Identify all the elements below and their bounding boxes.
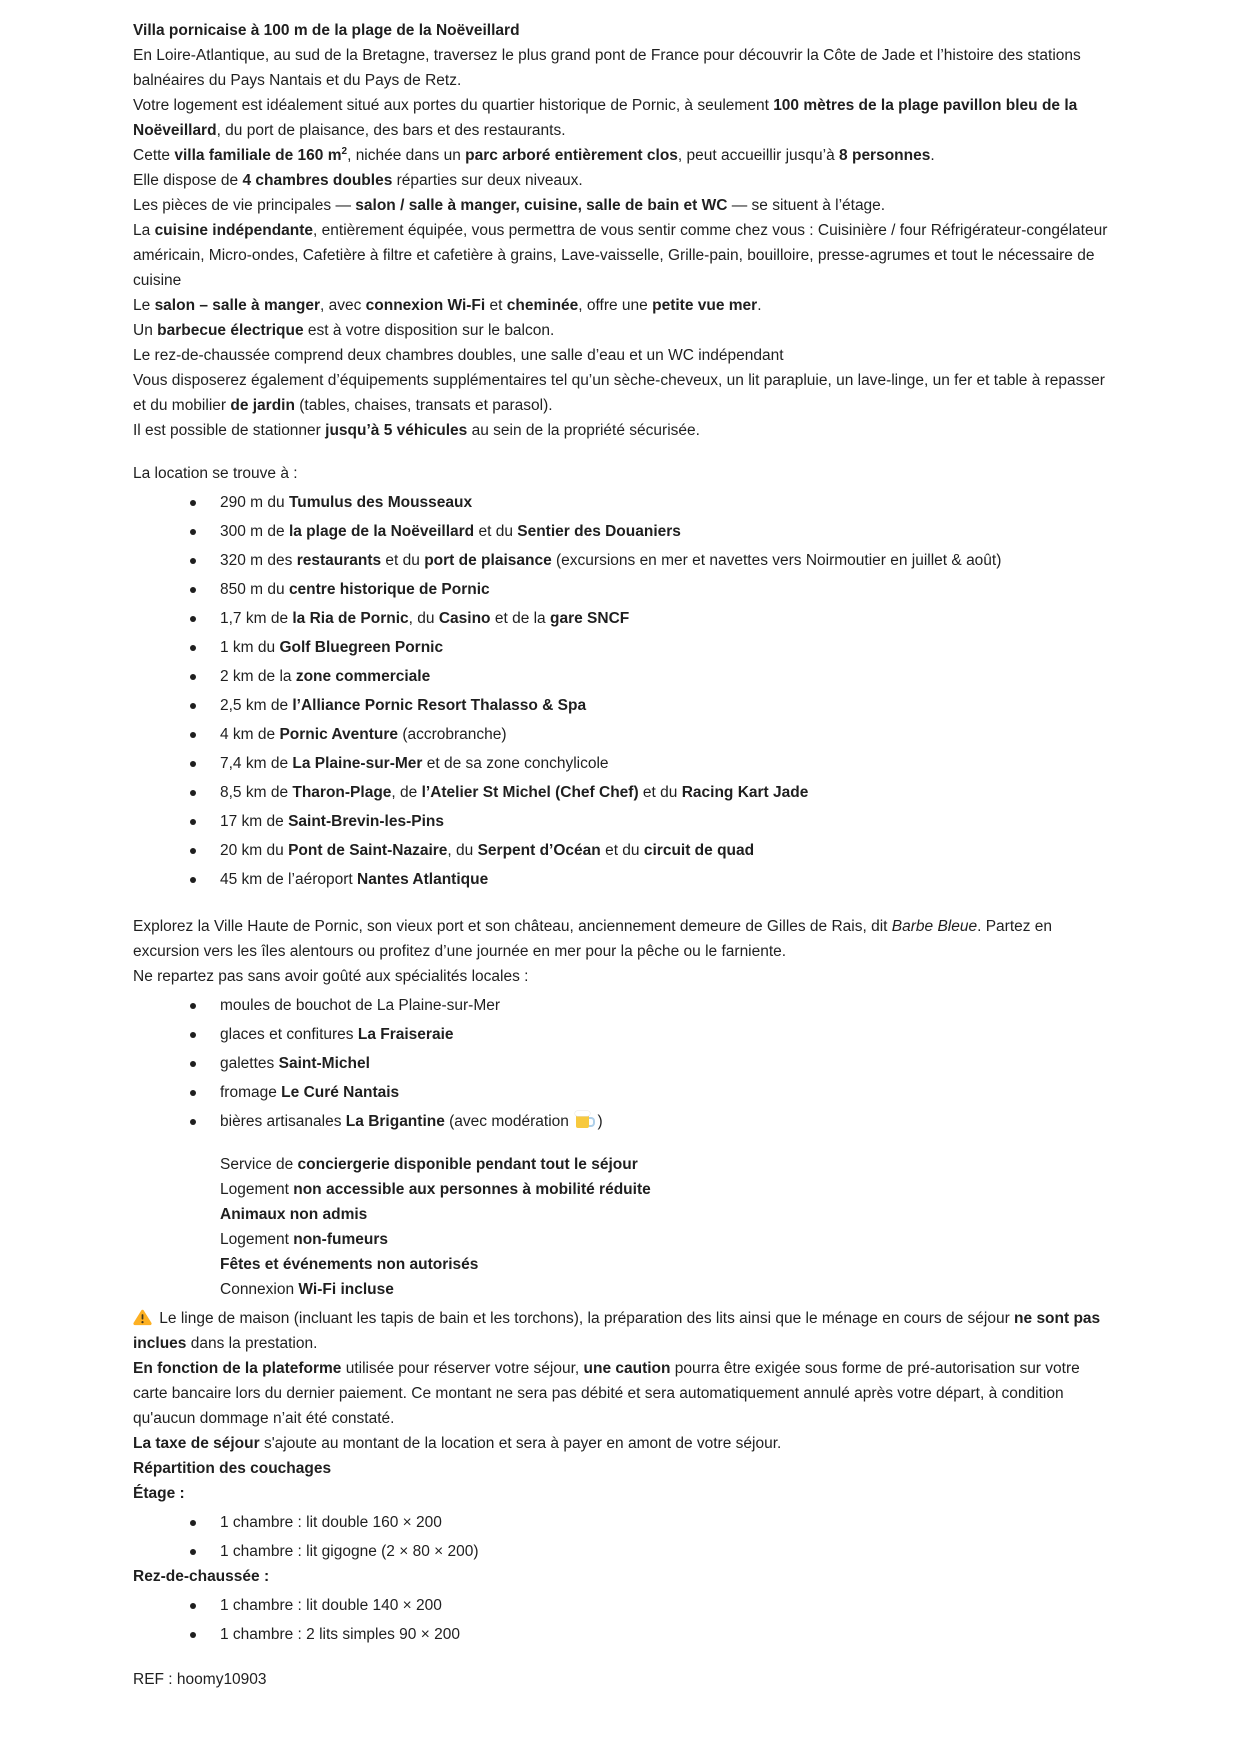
bold-text: Casino xyxy=(438,610,491,627)
indent-line xyxy=(133,1277,1108,1302)
text-run: 7,4 km de xyxy=(220,755,293,772)
list-item xyxy=(133,809,1108,834)
text-run: ) xyxy=(593,1113,603,1130)
text-run: au sein de la propriété sécurisée. xyxy=(467,422,700,439)
bold-text: connexion Wi-Fi xyxy=(365,297,486,314)
bold-text: La Brigantine xyxy=(345,1113,445,1130)
text-run: Barbe Bleue xyxy=(891,918,978,935)
kitchen xyxy=(133,218,1108,293)
text-run: et xyxy=(485,297,507,314)
list-item xyxy=(133,867,1108,892)
bold-text: port de plaisance xyxy=(424,552,552,569)
specialties-heading xyxy=(133,964,1108,989)
text-run: , de xyxy=(391,784,422,801)
bold-text: zone commerciale xyxy=(295,668,431,685)
list-item xyxy=(133,1080,1108,1105)
text-run: 850 m du xyxy=(220,581,289,598)
text-run: 320 m des xyxy=(220,552,297,569)
text-run: Explorez la Ville Haute de Pornic, son vieux port et son château, anciennement demeure de Gilles de Rais, dit xyxy=(133,918,892,935)
bold-text: Le Curé Nantais xyxy=(281,1084,400,1101)
list-item xyxy=(133,577,1108,602)
text-run: . xyxy=(930,147,935,164)
specialties-list xyxy=(133,993,1108,1134)
spacer xyxy=(133,1134,1108,1152)
warning-icon xyxy=(133,1309,152,1326)
bold-text: jusqu’à 5 véhicules xyxy=(325,422,468,439)
text-run: et du xyxy=(600,842,644,859)
bold-text: Pont de Saint-Nazaire xyxy=(288,842,448,859)
bold-text: 4 chambres doubles xyxy=(242,172,393,189)
text-run: — se situent à l’étage. xyxy=(727,197,886,214)
text-run: , entièrement équipée, vous permettra de vous sentir comme chez vous : Cuisinière / four Réfrigérateur-congélateur américain, Micro-ondes, Cafetière à filtre et cafetière à grains, Lave-vaisselle, Grille-pain, bouilloire, presse-agrumes et tout le nécessaire de cuisine xyxy=(133,222,1108,289)
list-item xyxy=(133,635,1108,660)
text-run: glaces et confitures xyxy=(220,1026,358,1043)
list-item xyxy=(133,993,1108,1018)
text-run: 290 m du xyxy=(220,494,289,511)
bold-text: la Ria de Pornic xyxy=(292,610,409,627)
text-run: Les pièces de vie principales — xyxy=(133,197,356,214)
list-item xyxy=(133,1051,1108,1076)
title xyxy=(133,18,1108,43)
text-run: s'ajoute au montant de la location et sera à payer en amont de votre séjour. xyxy=(259,1435,782,1452)
text-run: , du port de plaisance, des bars et des restaurants. xyxy=(216,122,566,139)
text-run: et de sa zone conchylicole xyxy=(422,755,609,772)
villa-capacity xyxy=(133,143,1108,168)
text-run: 1 chambre : lit double 140 × 200 xyxy=(220,1597,442,1614)
text-run: REF : hoomy10903 xyxy=(133,1671,267,1688)
linen-notice xyxy=(133,1306,1108,1356)
text-run: (accrobranche) xyxy=(398,726,507,743)
text-run: 1 chambre : 2 lits simples 90 × 200 xyxy=(220,1626,460,1643)
bold-text: Étage : xyxy=(133,1485,185,1502)
explore xyxy=(133,914,1108,964)
text-run: utilisée pour réserver votre séjour, xyxy=(341,1360,584,1377)
parking xyxy=(133,418,1108,443)
reference xyxy=(133,1667,1108,1692)
text-run: Logement xyxy=(220,1231,294,1248)
list-item xyxy=(133,1022,1108,1047)
groundfloor-beds-list xyxy=(133,1593,1108,1647)
bold-text: Répartition des couchages xyxy=(133,1460,332,1477)
bold-text: cheminée xyxy=(506,297,579,314)
text-run: (tables, chaises, transats et parasol). xyxy=(294,397,553,414)
bold-text: barbecue électrique xyxy=(157,322,304,339)
bold-text: Sentier des Douaniers xyxy=(517,523,681,540)
text-run: Service de xyxy=(220,1156,298,1173)
list-item xyxy=(133,490,1108,515)
list-item xyxy=(133,1539,1108,1564)
text-run: La xyxy=(133,222,155,239)
text-run: Le linge de maison (incluant les tapis de bain et les torchons), la préparation des lits ainsi que le ménage en cours de séjour xyxy=(155,1310,1015,1327)
text-run: moules de bouchot de La Plaine-sur-Mer xyxy=(220,997,501,1014)
text-run: , du xyxy=(408,610,439,627)
indent-line xyxy=(133,1227,1108,1252)
list-item xyxy=(133,722,1108,747)
bold-text: de jardin xyxy=(230,397,295,414)
text-run: (excursions en mer et navettes vers Noirmoutier en juillet & août) xyxy=(551,552,1002,569)
distances-heading xyxy=(133,461,1108,486)
text-run: Logement xyxy=(220,1181,294,1198)
bold-text: En fonction de la plateforme xyxy=(133,1360,342,1377)
text-run: , du xyxy=(447,842,478,859)
text-run: et du xyxy=(638,784,682,801)
bedrooms xyxy=(133,168,1108,193)
floor-beds-list xyxy=(133,1510,1108,1564)
sleeping-heading xyxy=(133,1456,1108,1481)
bold-text: Fêtes et événements non autorisés xyxy=(220,1256,479,1273)
list-item xyxy=(133,693,1108,718)
bold-text: Tumulus des Mousseaux xyxy=(288,494,473,511)
bold-text: ne sont pas inclues xyxy=(133,1310,1101,1352)
distances-list xyxy=(133,490,1108,892)
bold-text: villa familiale de 160 m xyxy=(174,147,342,164)
bold-text: 100 mètres de la plage pavillon bleu de la Noëveillard xyxy=(133,97,1078,139)
text-run: , nichée dans un xyxy=(347,147,466,164)
floor-heading xyxy=(133,1481,1108,1506)
bold-text: Rez-de-chaussée : xyxy=(133,1568,270,1585)
text-run: 45 km de l’aéroport xyxy=(220,871,357,888)
bold-text: centre historique de Pornic xyxy=(288,581,490,598)
barbecue xyxy=(133,318,1108,343)
text-run: , peut accueillir jusqu’à xyxy=(677,147,840,164)
bold-text: parc arboré entièrement clos xyxy=(465,147,678,164)
text-run: 8,5 km de xyxy=(220,784,293,801)
intro-region xyxy=(133,43,1108,93)
text-run: Un xyxy=(133,322,158,339)
list-item xyxy=(133,751,1108,776)
bold-text: La taxe de séjour xyxy=(133,1435,260,1452)
bold-text: non-fumeurs xyxy=(293,1231,388,1248)
indent-line xyxy=(133,1252,1108,1277)
list-item xyxy=(133,1109,1108,1134)
text-run: bières artisanales xyxy=(220,1113,346,1130)
bold-text: cuisine indépendante xyxy=(154,222,314,239)
bold-text: Saint-Michel xyxy=(278,1055,370,1072)
text-run: Le xyxy=(133,297,155,314)
tourist-tax xyxy=(133,1431,1108,1456)
text-run: et du xyxy=(381,552,425,569)
bold-text: petite vue mer xyxy=(652,297,758,314)
text-run: dans la prestation. xyxy=(186,1335,318,1352)
bold-text: circuit de quad xyxy=(643,842,755,859)
bold-text: Wi-Fi incluse xyxy=(298,1281,394,1298)
text-run: . xyxy=(757,297,762,314)
groundfloor-heading xyxy=(133,1564,1108,1589)
deposit xyxy=(133,1356,1108,1431)
text-run: 1 chambre : lit double 160 × 200 xyxy=(220,1514,442,1531)
bold-text: l’Atelier St Michel (Chef Chef) xyxy=(421,784,639,801)
bold-text: 8 personnes xyxy=(839,147,931,164)
text-run: 20 km du xyxy=(220,842,289,859)
list-item xyxy=(133,519,1108,544)
bold-text: Racing Kart Jade xyxy=(681,784,809,801)
bold-text: Nantes Atlantique xyxy=(357,871,489,888)
text-run: 2 km de la xyxy=(220,668,296,685)
bold-text: salon – salle à manger xyxy=(154,297,320,314)
bold-text: non accessible aux personnes à mobilité réduite xyxy=(293,1181,651,1198)
text-run: 1 km du xyxy=(220,639,280,656)
bold-text: La Plaine-sur-Mer xyxy=(292,755,423,772)
text-run: Cette xyxy=(133,147,175,164)
text-run: (avec modération xyxy=(444,1113,574,1130)
text-run: 17 km de xyxy=(220,813,289,830)
text-run: Votre logement est idéalement situé aux portes du quartier historique de Pornic, à seulement xyxy=(133,97,774,114)
text-run: Vous disposerez également d’équipements supplémentaires tel qu’un sèche-cheveux, un lit parapluie, un lave-linge, un fer et table à repasser et du mobilier xyxy=(133,372,1105,414)
bold-text: conciergerie disponible pendant tout le séjour xyxy=(297,1156,638,1173)
list-item xyxy=(133,664,1108,689)
spacer xyxy=(133,892,1108,914)
text-run: 300 m de xyxy=(220,523,289,540)
list-item xyxy=(133,1622,1108,1647)
extra-equipment xyxy=(133,368,1108,418)
text-run: Il est possible de stationner xyxy=(133,422,326,439)
list-item xyxy=(133,1510,1108,1535)
bold-text: Serpent d’Océan xyxy=(477,842,601,859)
text-run: 4 km de xyxy=(220,726,280,743)
bold-text: Golf Bluegreen Pornic xyxy=(279,639,444,656)
bold-text: gare SNCF xyxy=(550,610,630,627)
text-run: Ne repartez pas sans avoir goûté aux spécialités locales : xyxy=(133,968,529,985)
spacer xyxy=(133,443,1108,461)
bold-text: Animaux non admis xyxy=(220,1206,368,1223)
indent-line xyxy=(133,1152,1108,1177)
text-run: et du xyxy=(474,523,518,540)
list-item xyxy=(133,838,1108,863)
living-room xyxy=(133,293,1108,318)
bold-text: salon / salle à manger, cuisine, salle de bain et WC xyxy=(355,197,728,214)
text-run: , offre une xyxy=(578,297,653,314)
indent-line xyxy=(133,1202,1108,1227)
ground-floor xyxy=(133,343,1108,368)
spacer xyxy=(133,1647,1108,1667)
bold-text: Tharon-Plage xyxy=(292,784,392,801)
text-run: réparties sur deux niveaux. xyxy=(392,172,583,189)
list-item xyxy=(133,1593,1108,1618)
text-run: 1 chambre : lit gigogne (2 × 80 × 200) xyxy=(220,1543,479,1560)
indent-line xyxy=(133,1177,1108,1202)
list-item xyxy=(133,548,1108,573)
bold-text: La Fraiseraie xyxy=(357,1026,454,1043)
text-run: galettes xyxy=(220,1055,279,1072)
text-run: , avec xyxy=(319,297,366,314)
bold-text: la plage de la Noëveillard xyxy=(288,523,475,540)
text-run: fromage xyxy=(220,1084,282,1101)
bold-text: Pornic Aventure xyxy=(279,726,399,743)
text-run: Le rez-de-chaussée comprend deux chambres doubles, une salle d’eau et un WC indépendant xyxy=(133,347,784,364)
bold-text: l’Alliance Pornic Resort Thalasso & Spa xyxy=(292,697,587,714)
text-run: La location se trouve à : xyxy=(133,465,298,482)
bold-text: une caution xyxy=(583,1360,671,1377)
text-run: En Loire-Atlantique, au sud de la Bretagne, traversez le plus grand pont de France pour découvrir la Côte de Jade et l’histoire des stations balnéaires du Pays Nantais et du Pays de Retz. xyxy=(133,47,1081,89)
beer-icon xyxy=(576,1113,589,1128)
house-rules xyxy=(133,1152,1108,1302)
situation xyxy=(133,93,1108,143)
text-run: Elle dispose de xyxy=(133,172,243,189)
text-run: 1,7 km de xyxy=(220,610,293,627)
bold-text: Saint-Brevin-les-Pins xyxy=(288,813,444,830)
bold-text: restaurants xyxy=(296,552,382,569)
list-item xyxy=(133,780,1108,805)
text-run: est à votre disposition sur le balcon. xyxy=(303,322,555,339)
list-item xyxy=(133,606,1108,631)
text-run: 2,5 km de xyxy=(220,697,293,714)
text-run: Connexion xyxy=(220,1281,299,1298)
bold-text: 2 xyxy=(341,145,348,157)
bold-text: Villa pornicaise à 100 m de la plage de la Noëveillard xyxy=(133,22,520,39)
text-run: pourra être exigée sous forme de pré-autorisation sur votre carte bancaire lors du dernier paiement. Ce montant ne sera pas débité et sera automatiquement annulé après votre départ, à condition qu'aucun dommage n’ait été constaté. xyxy=(133,1360,1080,1427)
main-rooms xyxy=(133,193,1108,218)
text-run: et de la xyxy=(490,610,550,627)
text-run: . Partez en excursion vers les îles alentours ou profitez d’une journée en mer pour la pêche ou le farniente. xyxy=(133,918,1053,960)
